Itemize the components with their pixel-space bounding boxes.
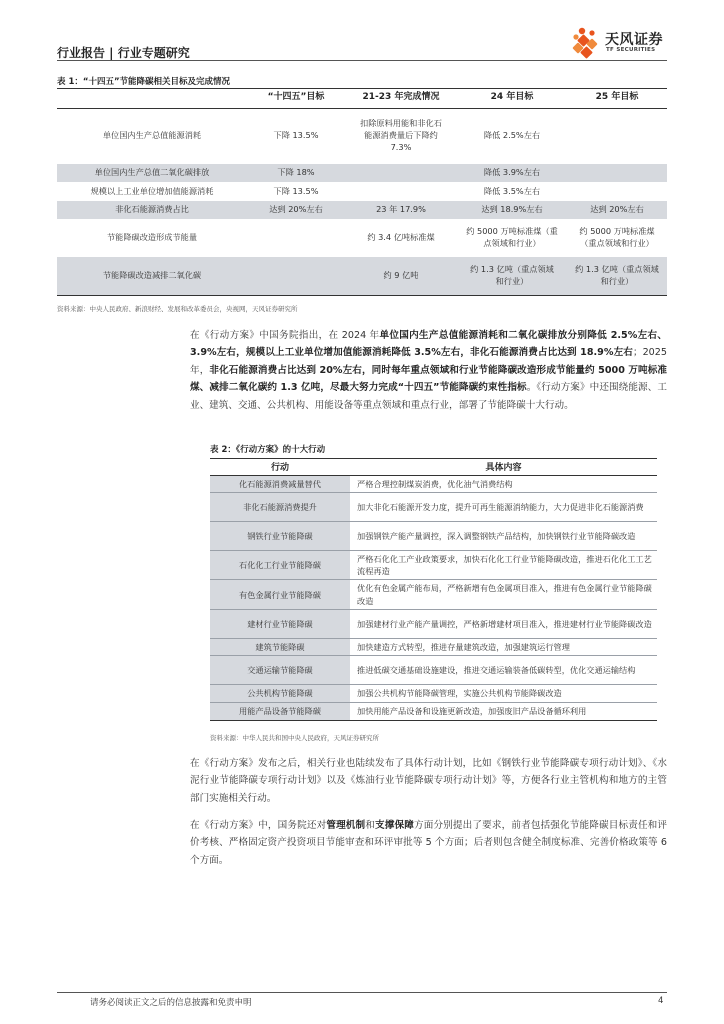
- table-row: [210, 521, 657, 550]
- table-cell: 降低 2.5%左右: [483, 130, 541, 141]
- table-cell: 下降 18%: [277, 167, 315, 178]
- footer-divider: [57, 992, 667, 993]
- table-row: [210, 638, 657, 655]
- table-cell: 降低 3.5%左右: [483, 185, 541, 196]
- table-cell: 非化石能源消费占比: [115, 204, 189, 215]
- body-paragraph-1: [190, 327, 667, 414]
- table-header-row: [57, 88, 667, 108]
- body-paragraph-3: [190, 817, 667, 869]
- table-cell: 达到 20%左右: [269, 204, 323, 215]
- table-row: [210, 475, 657, 492]
- action-cell: 钢铁行业节能降碳: [210, 521, 350, 550]
- action-cell: 公共机构节能降碳: [210, 685, 350, 702]
- table-cell: 约 9 亿吨: [345, 257, 457, 295]
- action-cell: 建筑节能降碳: [210, 638, 350, 655]
- action-cell: 化石能源消费减量替代: [210, 475, 350, 492]
- table-row: [210, 609, 657, 638]
- table-cell: [247, 257, 345, 295]
- table-row: [57, 219, 667, 257]
- table-row: [210, 580, 657, 610]
- table-cell: 规模以上工业单位增加值能源消耗: [90, 185, 214, 196]
- table-cell: 约 3.4 亿吨标准煤: [367, 232, 435, 243]
- table-cell: 约 1.3 亿吨（重点领域和行业）: [567, 257, 667, 295]
- page-number: 4: [658, 996, 664, 1006]
- column-header: 21-23 年完成情况: [345, 88, 457, 108]
- table-cell: 下降 13.5%: [273, 130, 319, 141]
- logo-english-name: TF SECURITIES: [606, 47, 656, 53]
- paragraph-text: 方面分别提出了要求，前者包括强化节能降碳目标责任和评价考核、严格固定资产投资项目节能审查和环评审批等 5 个方面；后者则包含健全制度标准、完善价格政策等 6 个方面。: [190, 820, 668, 866]
- table-row: [210, 702, 657, 720]
- action-cell: 石化化工行业节能降碳: [210, 550, 350, 580]
- paragraph-emphasis: 非化石能源消费占比达到 20%左右，同时每年重点领域和行业节能降碳改造形成节能量约 5000 万吨标准煤、减排二氧化碳约 1.3 亿吨，尽最大努力完成“十四五”节能降碳约束性指标: [190, 364, 668, 394]
- table-cell: 节能降碳改造形成节能量: [106, 232, 198, 243]
- table-cell: [567, 164, 667, 182]
- table-cell: [567, 108, 667, 164]
- paragraph-text: 在《行动方案》中，国务院还对: [190, 820, 327, 831]
- table-row: [210, 656, 657, 685]
- paragraph-text: 在《行动方案》中国务院指出，在 2024 年: [190, 330, 380, 341]
- table-cell: [345, 182, 457, 201]
- table-row: [57, 182, 667, 201]
- body-paragraph-2: 在《行动方案》发布之后，相关行业也陆续发布了具体行动计划，比如《钢铁行业节能降碳专项行动计划》、《水泥行业节能降碳专项行动计划》以及《炼油行业节能降碳专项行动计划》等，方便各行业主管机构和地方的主管部门实施相关行动。: [190, 758, 667, 804]
- table-row: [210, 492, 657, 521]
- content-cell: 优化有色金属产能布局，严格新增有色金属项目准入，推进有色金属行业节能降碳改造: [350, 580, 657, 610]
- content-cell: 加快用能产品设备和设施更新改造，加强废旧产品设备循环利用: [350, 702, 657, 720]
- content-cell: 严格合理控制煤炭消费，优化油气消费结构: [350, 475, 657, 492]
- column-header: 25 年目标: [567, 88, 667, 108]
- report-category-title: 行业报告 | 行业专题研究: [57, 46, 190, 60]
- content-cell: 加强公共机构节能降碳管理，实施公共机构节能降碳改造: [350, 685, 657, 702]
- table-cell: 单位国内生产总值能源消耗: [102, 130, 202, 141]
- table-row: [57, 201, 667, 219]
- table-cell: 约 5000 万吨标准煤（重点领域和行业）: [466, 226, 558, 248]
- content-cell: 严格石化化工产业政策要求，加快石化化工行业节能降碳改造，推进石化化工工艺流程再造: [350, 550, 657, 580]
- content-cell: 加强建材行业产能产量调控，严格新增建材项目准入，推进建材行业节能降碳改造: [350, 609, 657, 638]
- targets-table: [57, 88, 667, 296]
- paragraph-text: ；2025 年，: [190, 347, 667, 376]
- column-header: 具体内容: [350, 458, 657, 475]
- table-cell: 单位国内生产总值二氧化碳排放: [94, 167, 210, 178]
- column-header: [57, 88, 247, 108]
- table-row: [57, 257, 667, 295]
- table-cell: [345, 164, 457, 182]
- table2-source-note: 资料来源：中华人民共和国中央人民政府，天风证券研究所: [210, 734, 379, 742]
- table-cell: 23 年 17.9%: [376, 204, 426, 215]
- table1-source-note: 资料来源：中央人民政府、新浪财经、发展和改革委员会，央视网，天风证券研究所: [57, 305, 298, 313]
- table-cell: 达到 20%左右: [590, 204, 644, 215]
- column-header: 行动: [210, 458, 350, 475]
- table-cell: 达到 18.9%左右: [481, 204, 543, 215]
- content-cell: 加快建造方式转型，推进存量建筑改造，加强建筑运行管理: [350, 638, 657, 655]
- table-cell: [567, 182, 667, 201]
- action-cell: 有色金属行业节能降碳: [210, 580, 350, 610]
- paragraph-emphasis: 单位国内生产总值能源消耗和二氧化碳排放分别降低 2.5%左右、3.9%左右，规模以上工业单位增加值能源消耗降低 3.5%左右，非化石能源消费占比达到 18.9%左右: [190, 330, 667, 359]
- content-cell: 加大非化石能源开发力度，提升可再生能源消纳能力，大力促进非化石能源消费: [350, 492, 657, 521]
- company-logo: [568, 26, 678, 62]
- action-cell: 建材行业节能降碳: [210, 609, 350, 638]
- paragraph-text: 和: [365, 820, 376, 831]
- ten-actions-table: [210, 458, 657, 721]
- content-cell: 加强钢铁产能产量调控，深入调整钢铁产品结构，加快钢铁行业节能降碳改造: [350, 521, 657, 550]
- table-cell: 节能降碳改造减排二氧化碳: [57, 257, 247, 295]
- table-row: [210, 685, 657, 702]
- paragraph-text: 。《行动方案》中还围绕能源、工业、建筑、交通、公共机构、用能设备等重点领域和重点行业，部署了节能降碳十大行动。: [190, 382, 667, 411]
- action-cell: 非化石能源消费提升: [210, 492, 350, 521]
- table-cell: [247, 219, 345, 257]
- disclaimer-notice: 请务必阅读正文之后的信息披露和免责申明: [90, 998, 252, 1008]
- table-row: [57, 164, 667, 182]
- table2-caption: 表 2：《行动方案》的十大行动: [210, 445, 326, 455]
- paragraph-emphasis: 管理机制: [326, 820, 366, 831]
- table-header-row: [210, 458, 657, 475]
- table-row: [210, 550, 657, 580]
- logo-mark-icon: [568, 26, 604, 62]
- table-cell: 下降 13.5%: [273, 185, 319, 196]
- table1-caption: 表 1：“十四五”节能降碳相关目标及完成情况: [57, 77, 231, 87]
- content-cell: 推进低碳交通基础设施建设，推进交通运输装备低碳转型，优化交通运输结构: [350, 656, 657, 685]
- paragraph-emphasis: 支撑保障: [375, 820, 414, 831]
- table-cell: 约 5000 万吨标准煤（重点领域和行业）: [579, 226, 655, 248]
- column-header: 24 年目标: [457, 88, 567, 108]
- table-cell: 约 1.3 亿吨（重点领域和行业）: [457, 257, 567, 295]
- action-cell: 用能产品设备节能降碳: [210, 702, 350, 720]
- table-cell: 扣除原料用能和非化石能源消费量后下降约 7.3%: [360, 118, 442, 153]
- column-header: “十四五”目标: [247, 88, 345, 108]
- table-cell: 降低 3.9%左右: [483, 167, 541, 178]
- logo-chinese-name: 天风证券: [605, 32, 663, 48]
- action-cell: 交通运输节能降碳: [210, 656, 350, 685]
- table-row: [57, 108, 667, 164]
